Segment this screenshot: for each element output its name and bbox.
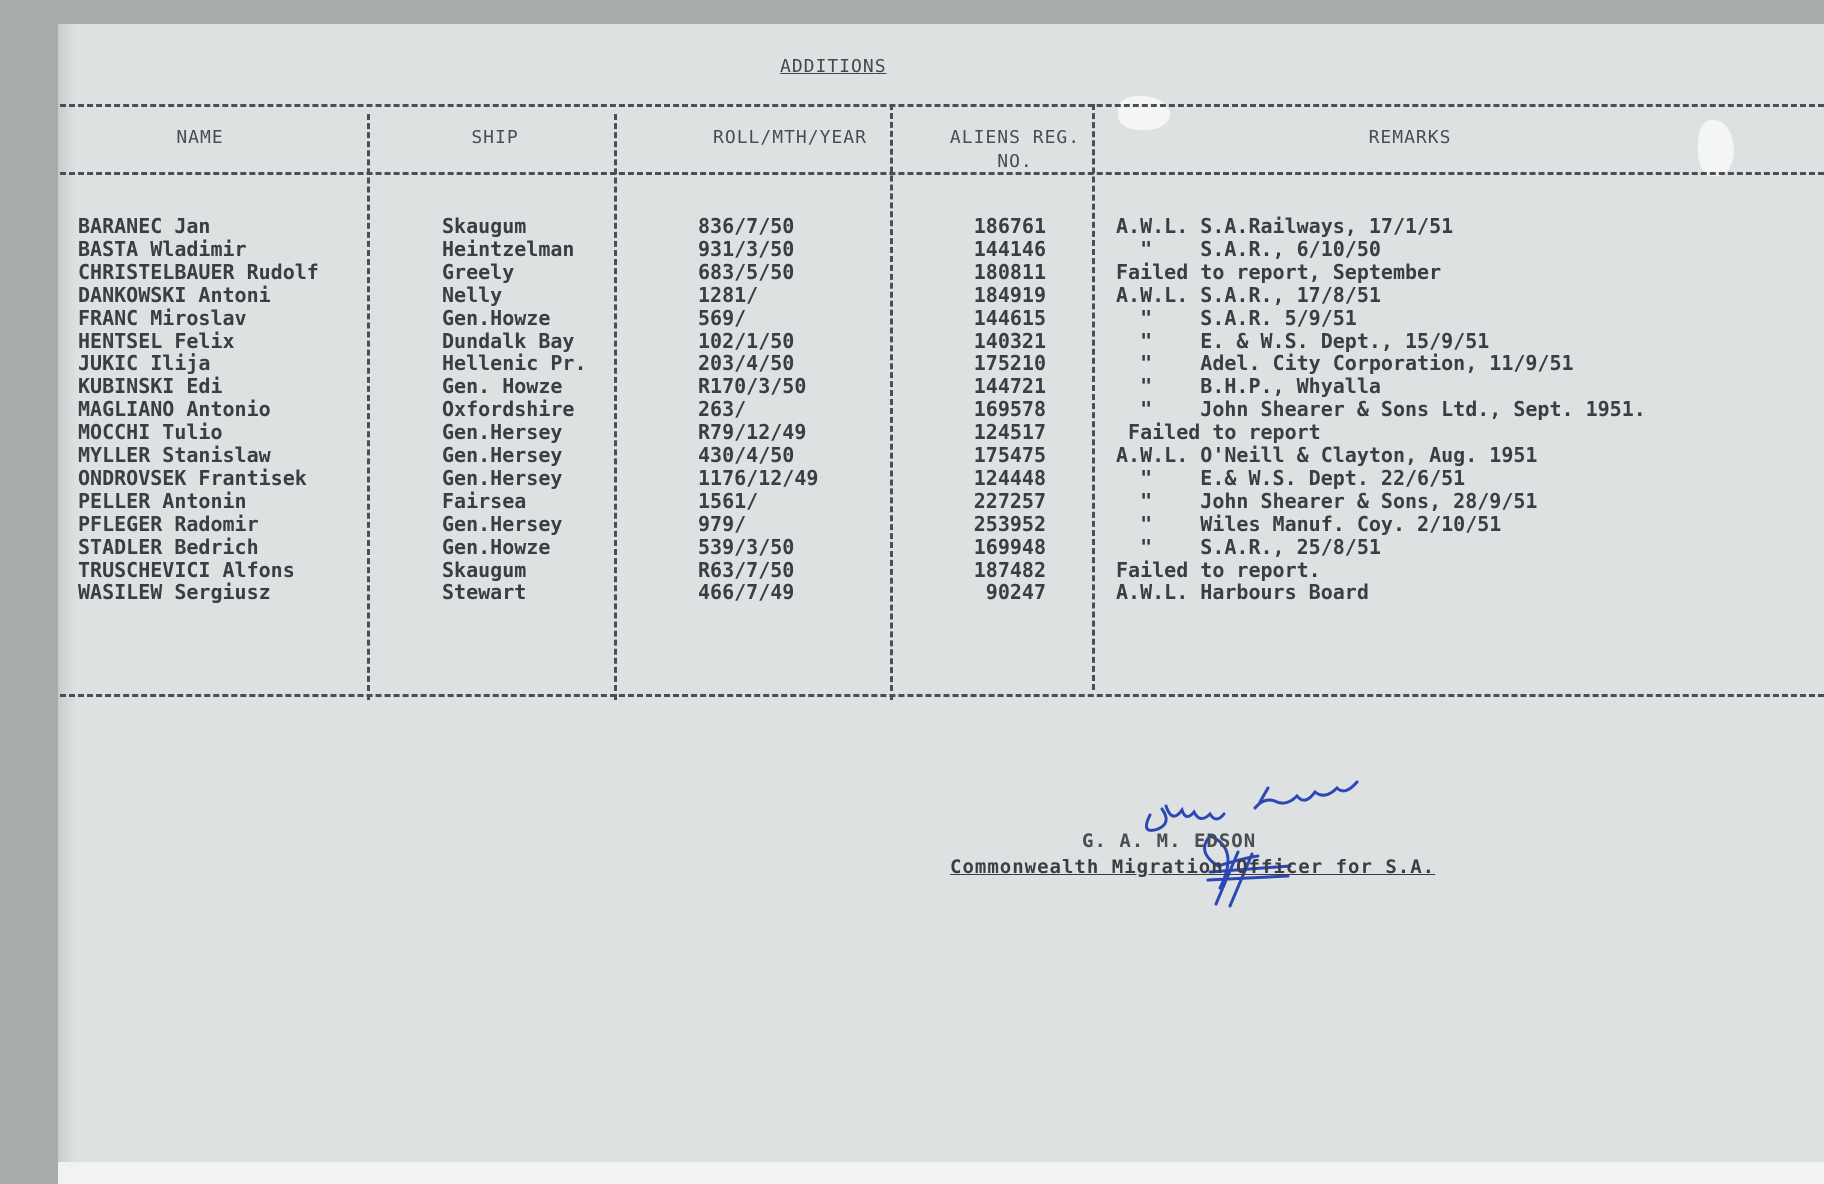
header-aliens-reg-line1: ALIENS REG.	[949, 127, 1081, 148]
roll-cell: 979/	[698, 511, 747, 536]
roll-cell: 569/	[698, 305, 747, 330]
remarks-cell: Failed to report	[1116, 420, 1321, 445]
aliens-reg-cell: 186761	[973, 214, 1046, 238]
ship-cell: Dundalk Bay	[442, 328, 575, 353]
roll-cell: R170/3/50	[698, 374, 807, 399]
name-cell: JUKIC Ilija	[78, 351, 211, 376]
remarks-cell: Failed to report, September	[1116, 259, 1442, 284]
aliens-reg-cell: 187482	[973, 557, 1046, 582]
aliens-reg-cell: 180811	[973, 259, 1046, 284]
aliens-reg-cell: 90247	[985, 580, 1046, 605]
roll-cell: 430/4/50	[698, 443, 795, 467]
aliens-reg-cell: 169948	[973, 534, 1046, 559]
ship-cell: Gen.Hersey	[442, 420, 563, 445]
ship-cell: Gen.Hersey	[442, 511, 563, 536]
ship-cell: Nelly	[442, 282, 503, 307]
header-aliens-reg-line2: NO.	[997, 151, 1033, 172]
remarks-cell: A.W.L. S.A.Railways, 17/1/51	[1116, 214, 1454, 238]
name-cell: BARANEC Jan	[78, 214, 211, 238]
remarks-cell: " John Shearer & Sons Ltd., Sept. 1951.	[1116, 397, 1646, 422]
ship-cell: Gen.Howze	[442, 534, 551, 559]
ship-cell: Skaugum	[442, 214, 527, 238]
remarks-cell: A.W.L. Harbours Board	[1116, 580, 1369, 605]
remarks-cell: A.W.L. S.A.R., 17/8/51	[1116, 282, 1381, 307]
table-row	[58, 238, 1824, 261]
header-remarks: REMARKS	[1368, 127, 1452, 148]
aliens-reg-cell: 184919	[973, 282, 1046, 307]
remarks-cell: A.W.L. O'Neill & Clayton, Aug. 1951	[1116, 443, 1538, 467]
table-row	[58, 581, 1824, 604]
aliens-reg-cell: 144146	[973, 236, 1046, 261]
remarks-cell: " Wiles Manuf. Coy. 2/10/51	[1116, 511, 1502, 536]
remarks-cell: " B.H.P., Whyalla	[1116, 374, 1381, 399]
table-row	[58, 444, 1824, 467]
header-ship: SHIP	[471, 127, 519, 148]
roll-cell: 263/	[698, 397, 747, 422]
name-cell: STADLER Bedrich	[78, 534, 259, 559]
ship-cell: Oxfordshire	[442, 397, 575, 422]
table-bottom-rule	[60, 694, 1824, 697]
roll-cell: 683/5/50	[698, 259, 795, 284]
roll-cell: R79/12/49	[698, 420, 807, 445]
aliens-reg-cell: 140321	[973, 328, 1046, 353]
name-cell: TRUSCHEVICI Alfons	[78, 557, 295, 582]
table-row	[58, 536, 1824, 559]
table-row	[58, 215, 1824, 238]
document-title: ADDITIONS	[780, 56, 887, 77]
name-cell: MOCCHI Tulio	[78, 420, 223, 445]
name-cell: MAGLIANO Antonio	[78, 397, 271, 422]
name-cell: PELLER Antonin	[78, 488, 247, 513]
paper-tear	[1118, 96, 1170, 130]
table-top-rule	[60, 104, 1824, 107]
signatory-name: G. A. M. EDSON	[1082, 830, 1257, 852]
ship-cell: Heintzelman	[442, 236, 575, 261]
remarks-cell: " E. & W.S. Dept., 15/9/51	[1116, 328, 1490, 353]
header-roll: ROLL/MTH/YEAR	[713, 127, 867, 148]
table-row	[58, 467, 1824, 490]
aliens-reg-cell: 144615	[973, 305, 1046, 330]
table-row	[58, 490, 1824, 513]
remarks-cell: " S.A.R. 5/9/51	[1116, 305, 1357, 330]
roll-cell: 203/4/50	[698, 351, 795, 376]
name-cell: BASTA Wladimir	[78, 236, 247, 261]
table-row	[58, 307, 1824, 330]
header-aliens-reg	[940, 126, 1090, 174]
header-name: NAME	[176, 127, 224, 148]
name-cell: KUBINSKI Edi	[78, 374, 223, 399]
aliens-reg-cell: 175475	[973, 443, 1046, 467]
roll-cell: 931/3/50	[698, 236, 795, 261]
ship-cell: Stewart	[442, 580, 527, 605]
ship-cell: Fairsea	[442, 488, 527, 513]
name-cell: DANKOWSKI Antoni	[78, 282, 271, 307]
aliens-reg-cell: 144721	[973, 374, 1046, 399]
page-bottom-edge	[58, 1162, 1824, 1184]
table-row	[58, 513, 1824, 536]
name-cell: MYLLER Stanislaw	[78, 443, 271, 467]
remarks-cell: Failed to report.	[1116, 557, 1321, 582]
ship-cell: Gen. Howze	[442, 374, 563, 399]
roll-cell: R63/7/50	[698, 557, 795, 582]
name-cell: HENTSEL Felix	[78, 328, 235, 353]
roll-cell: 836/7/50	[698, 214, 795, 238]
ship-cell: Greely	[442, 259, 515, 284]
remarks-cell: " John Shearer & Sons, 28/9/51	[1116, 488, 1538, 513]
aliens-reg-cell: 175210	[973, 351, 1046, 376]
roll-cell: 102/1/50	[698, 328, 795, 353]
signatory-title: Commonwealth Migration Officer for S.A.	[950, 856, 1436, 878]
table-row	[58, 398, 1824, 421]
name-cell: FRANC Miroslav	[78, 305, 247, 330]
ship-cell: Hellenic Pr.	[442, 351, 587, 376]
aliens-reg-cell: 253952	[973, 511, 1046, 536]
ship-cell: Gen.Hersey	[442, 443, 563, 467]
ship-cell: Gen.Hersey	[442, 465, 563, 490]
roll-cell: 1176/12/49	[698, 465, 819, 490]
remarks-cell: " S.A.R., 6/10/50	[1116, 236, 1381, 261]
roll-cell: 466/7/49	[698, 580, 795, 605]
aliens-reg-cell: 124517	[973, 420, 1046, 445]
aliens-reg-cell: 227257	[973, 488, 1046, 513]
name-cell: WASILEW Sergiusz	[78, 580, 271, 605]
aliens-reg-cell: 124448	[973, 465, 1046, 490]
roll-cell: 1281/	[698, 282, 759, 307]
table-row	[58, 330, 1824, 353]
table-row	[58, 559, 1824, 582]
remarks-cell: " Adel. City Corporation, 11/9/51	[1116, 351, 1574, 376]
remarks-cell: " S.A.R., 25/8/51	[1116, 534, 1381, 559]
table-row	[58, 352, 1824, 375]
remarks-cell: " E.& W.S. Dept. 22/6/51	[1116, 465, 1466, 490]
table-row	[58, 284, 1824, 307]
name-cell: ONDROVSEK Frantisek	[78, 465, 307, 490]
name-cell: PFLEGER Radomir	[78, 511, 259, 536]
table-row	[58, 261, 1824, 284]
name-cell: CHRISTELBAUER Rudolf	[78, 259, 319, 284]
roll-cell: 1561/	[698, 488, 759, 513]
ship-cell: Skaugum	[442, 557, 527, 582]
ship-cell: Gen.Howze	[442, 305, 551, 330]
roll-cell: 539/3/50	[698, 534, 795, 559]
aliens-reg-cell: 169578	[973, 397, 1046, 422]
table-row	[58, 375, 1824, 398]
table-row	[58, 421, 1824, 444]
